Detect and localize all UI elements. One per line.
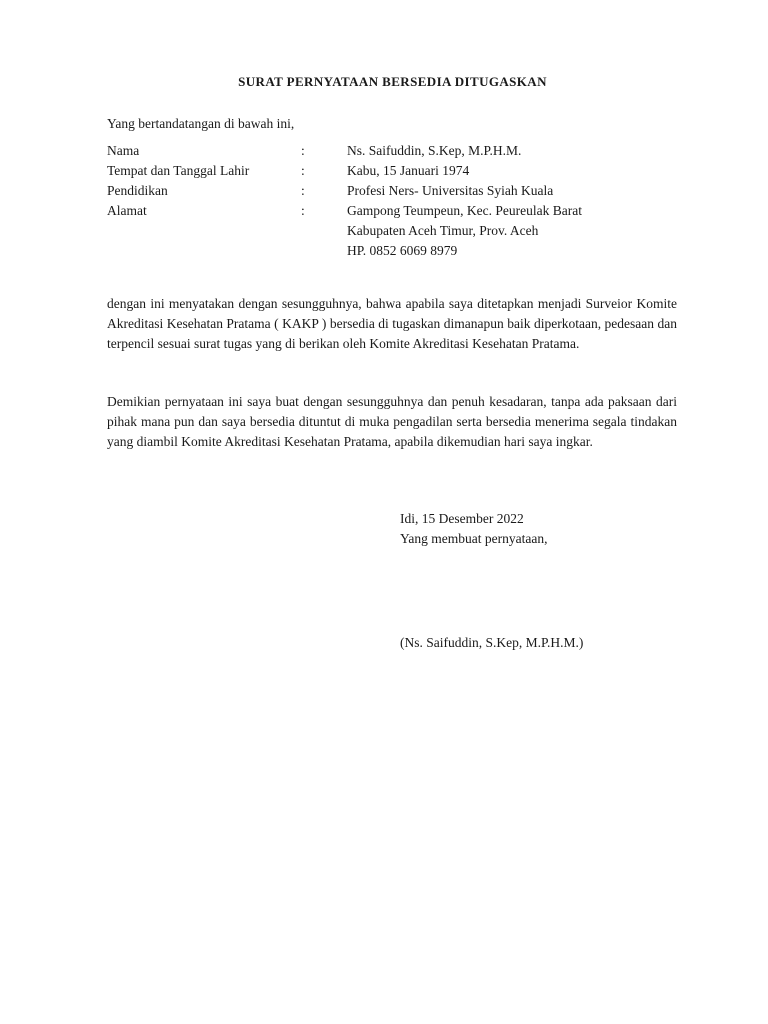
signatory-name: (Ns. Saifuddin, S.Kep, M.P.H.M.)	[400, 635, 584, 650]
identity-colon: :	[301, 143, 305, 158]
identity-table	[107, 141, 677, 261]
identity-value: Kabupaten Aceh Timur, Prov. Aceh	[347, 223, 539, 238]
identity-row-nama	[107, 141, 677, 161]
opening-line: Yang bertandatangan di bawah ini,	[107, 116, 295, 131]
maker-label: Yang membuat pernyataan,	[400, 531, 548, 546]
identity-colon: :	[301, 203, 305, 218]
identity-row-alamat	[107, 201, 677, 221]
identity-label: Alamat	[107, 203, 147, 218]
identity-label: Nama	[107, 143, 140, 158]
identity-row-pendidikan	[107, 181, 677, 201]
signature-block	[400, 509, 547, 549]
identity-value: Kabu, 15 Januari 1974	[347, 163, 470, 178]
identity-row-ttl	[107, 161, 677, 181]
document-title: SURAT PERNYATAAN BERSEDIA DITUGASKAN	[238, 74, 547, 89]
identity-row-phone	[107, 241, 677, 261]
identity-row-alamat-2	[107, 221, 677, 241]
statement-paragraph: dengan ini menyatakan dengan sesungguhnya, bahwa apabila saya ditetapkan menjadi Surveior Komite Akreditasi Kesehatan Pratama ( KAKP ) bersedia di tugaskan dimanapun baik diperkotaan, pedesaan dan terpencil sesuai surat tugas yang di berikan oleh Komite Akreditasi Kesehatan Pratama.	[107, 296, 677, 351]
identity-label: Tempat dan Tanggal Lahir	[107, 163, 250, 178]
identity-value: Gampong Teumpeun, Kec. Peureulak Barat	[347, 203, 582, 218]
closing-paragraph: Demikian pernyataan ini saya buat dengan sesungguhnya dan penuh kesadaran, tanpa ada paksaan dari pihak mana pun dan saya bersedia dituntut di muka pengadilan serta bersedia menerima segala tindakan yang diambil Komite Akreditasi Kesehatan Pratama, apabila dikemudian hari saya ingkar.	[107, 394, 677, 449]
identity-label: Pendidikan	[107, 183, 168, 198]
identity-colon: :	[301, 163, 305, 178]
identity-value: Profesi Ners- Universitas Syiah Kuala	[347, 183, 554, 198]
identity-value: HP. 0852 6069 8979	[347, 243, 458, 258]
identity-colon: :	[301, 183, 305, 198]
identity-value: Ns. Saifuddin, S.Kep, M.P.H.M.	[347, 143, 522, 158]
place-date: Idi, 15 Desember 2022	[400, 511, 524, 526]
